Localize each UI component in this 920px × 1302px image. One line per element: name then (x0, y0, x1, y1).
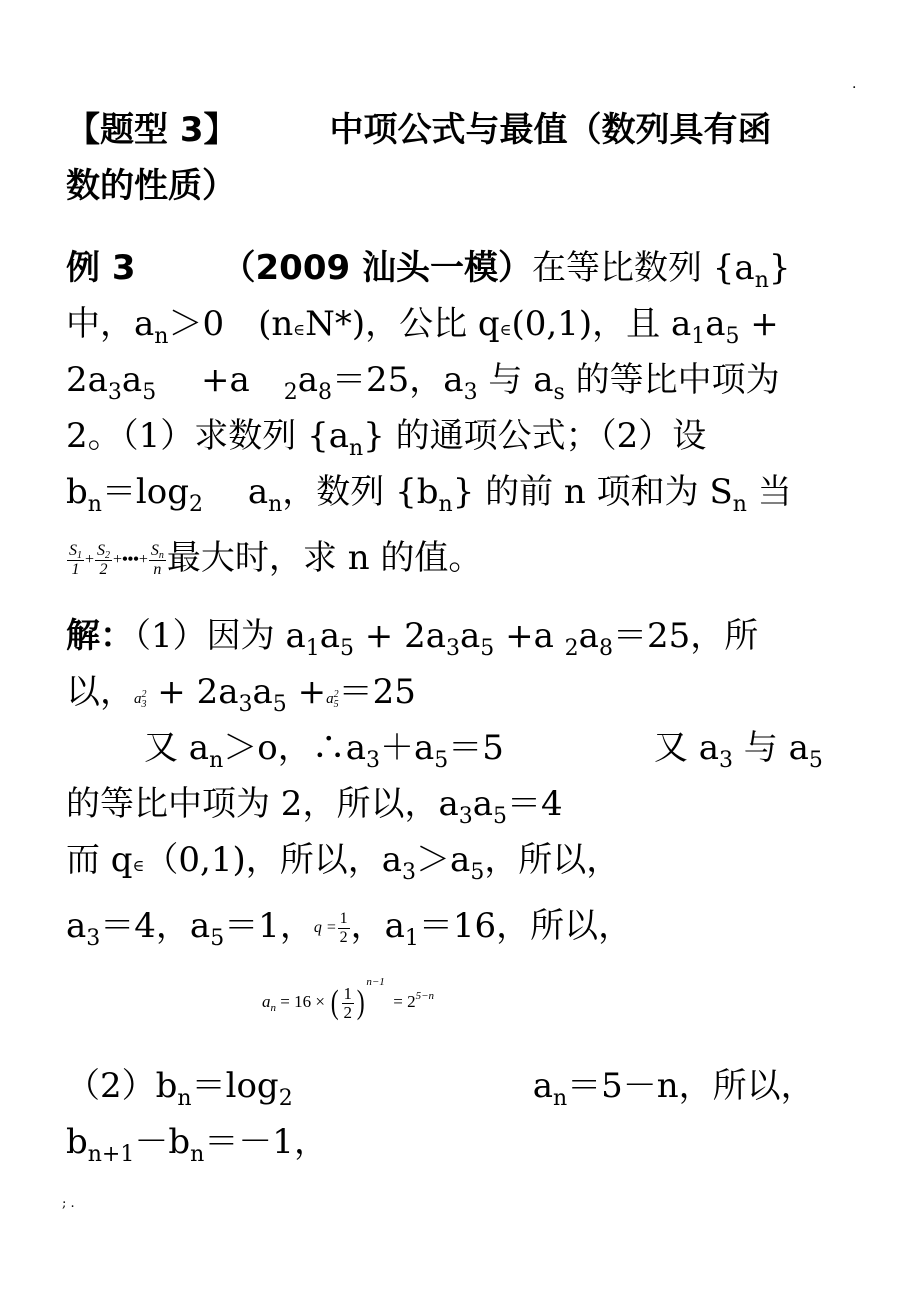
solution-line-1: 解：（1）因为 $a_1a_5 + 2a_3a_5 +a$ $_2a_8=25$，所 (66, 616, 759, 661)
solution-line-4: 的等比中项为 2，所以，$a_3a_5=4$ (66, 784, 563, 829)
example-line-4: 2。（1）求数列 $\{a_n\}$ 的通项公式；（2）设 (66, 416, 707, 461)
section-heading-cont: 数的性质） (66, 166, 236, 206)
example-line-2: 中，$a_n>0$ (n∈N*)，公比 q∈(0,1)，且 $a_1a_5$ + (66, 304, 779, 349)
q-formula: q = $\frac{1}{2}$ (313, 909, 348, 946)
solution-line-2: 以，$a_3^2 + 2a_3a_5 +a_5^2=25$ (66, 672, 416, 717)
solution-line-3: 又 $a_n>o$，$\therefore a_3+a_5=5$ 又 $a_3$ 与 $a_5$ (144, 728, 823, 773)
corner-dot: · (852, 80, 857, 96)
solution-line-9: $b_{n+1}-b_n=-1$， (66, 1122, 328, 1167)
example-line-5: $b_n=\log_2$ $a_n$，数列 $\{b_n\}$ 的前 n 项和为 $S_n$ 当 (66, 472, 792, 517)
example-line-6: $\frac{S_1}{1}$ + $\frac{S_2}{2}$ +•••+ $\frac{S_n}{n}$ 最大时，求 n 的值。 (66, 538, 482, 580)
example-line-3: $2a_3a_5$ +a $_2a_8=25$，$a_3$ 与 $a_s$ 的等比中项为 (66, 360, 780, 405)
section-heading: 【题型 3】 中项公式与最值（数列具有函 (66, 110, 772, 150)
solution-line-5: 而 q∈（0,1)，所以，$a_3>a_5$，所以， (66, 840, 621, 885)
solution-line-8: $(2)b_n=\log_2$ $a_n=5-n$，所以， (66, 1066, 815, 1111)
page-footer: ; . (62, 1196, 75, 1211)
example-line-1: 例 3 （2009 汕头一模）在等比数列 $\{a_n\}$ (66, 248, 791, 293)
solution-line-6: $a_3=4$，$a_5=1$，q = $\frac{1}{2}$ ，$a_1=16$，所以， (66, 906, 633, 951)
an-formula: $a_n = 16$ × ( $\frac{1}{2}$ )$^{n-1} = 2^{5-n}$ (262, 976, 435, 1022)
sum-formula: $\frac{S_1}{1}$ + $\frac{S_2}{2}$ +•••+ $\frac{S_n}{n}$ (69, 541, 164, 578)
